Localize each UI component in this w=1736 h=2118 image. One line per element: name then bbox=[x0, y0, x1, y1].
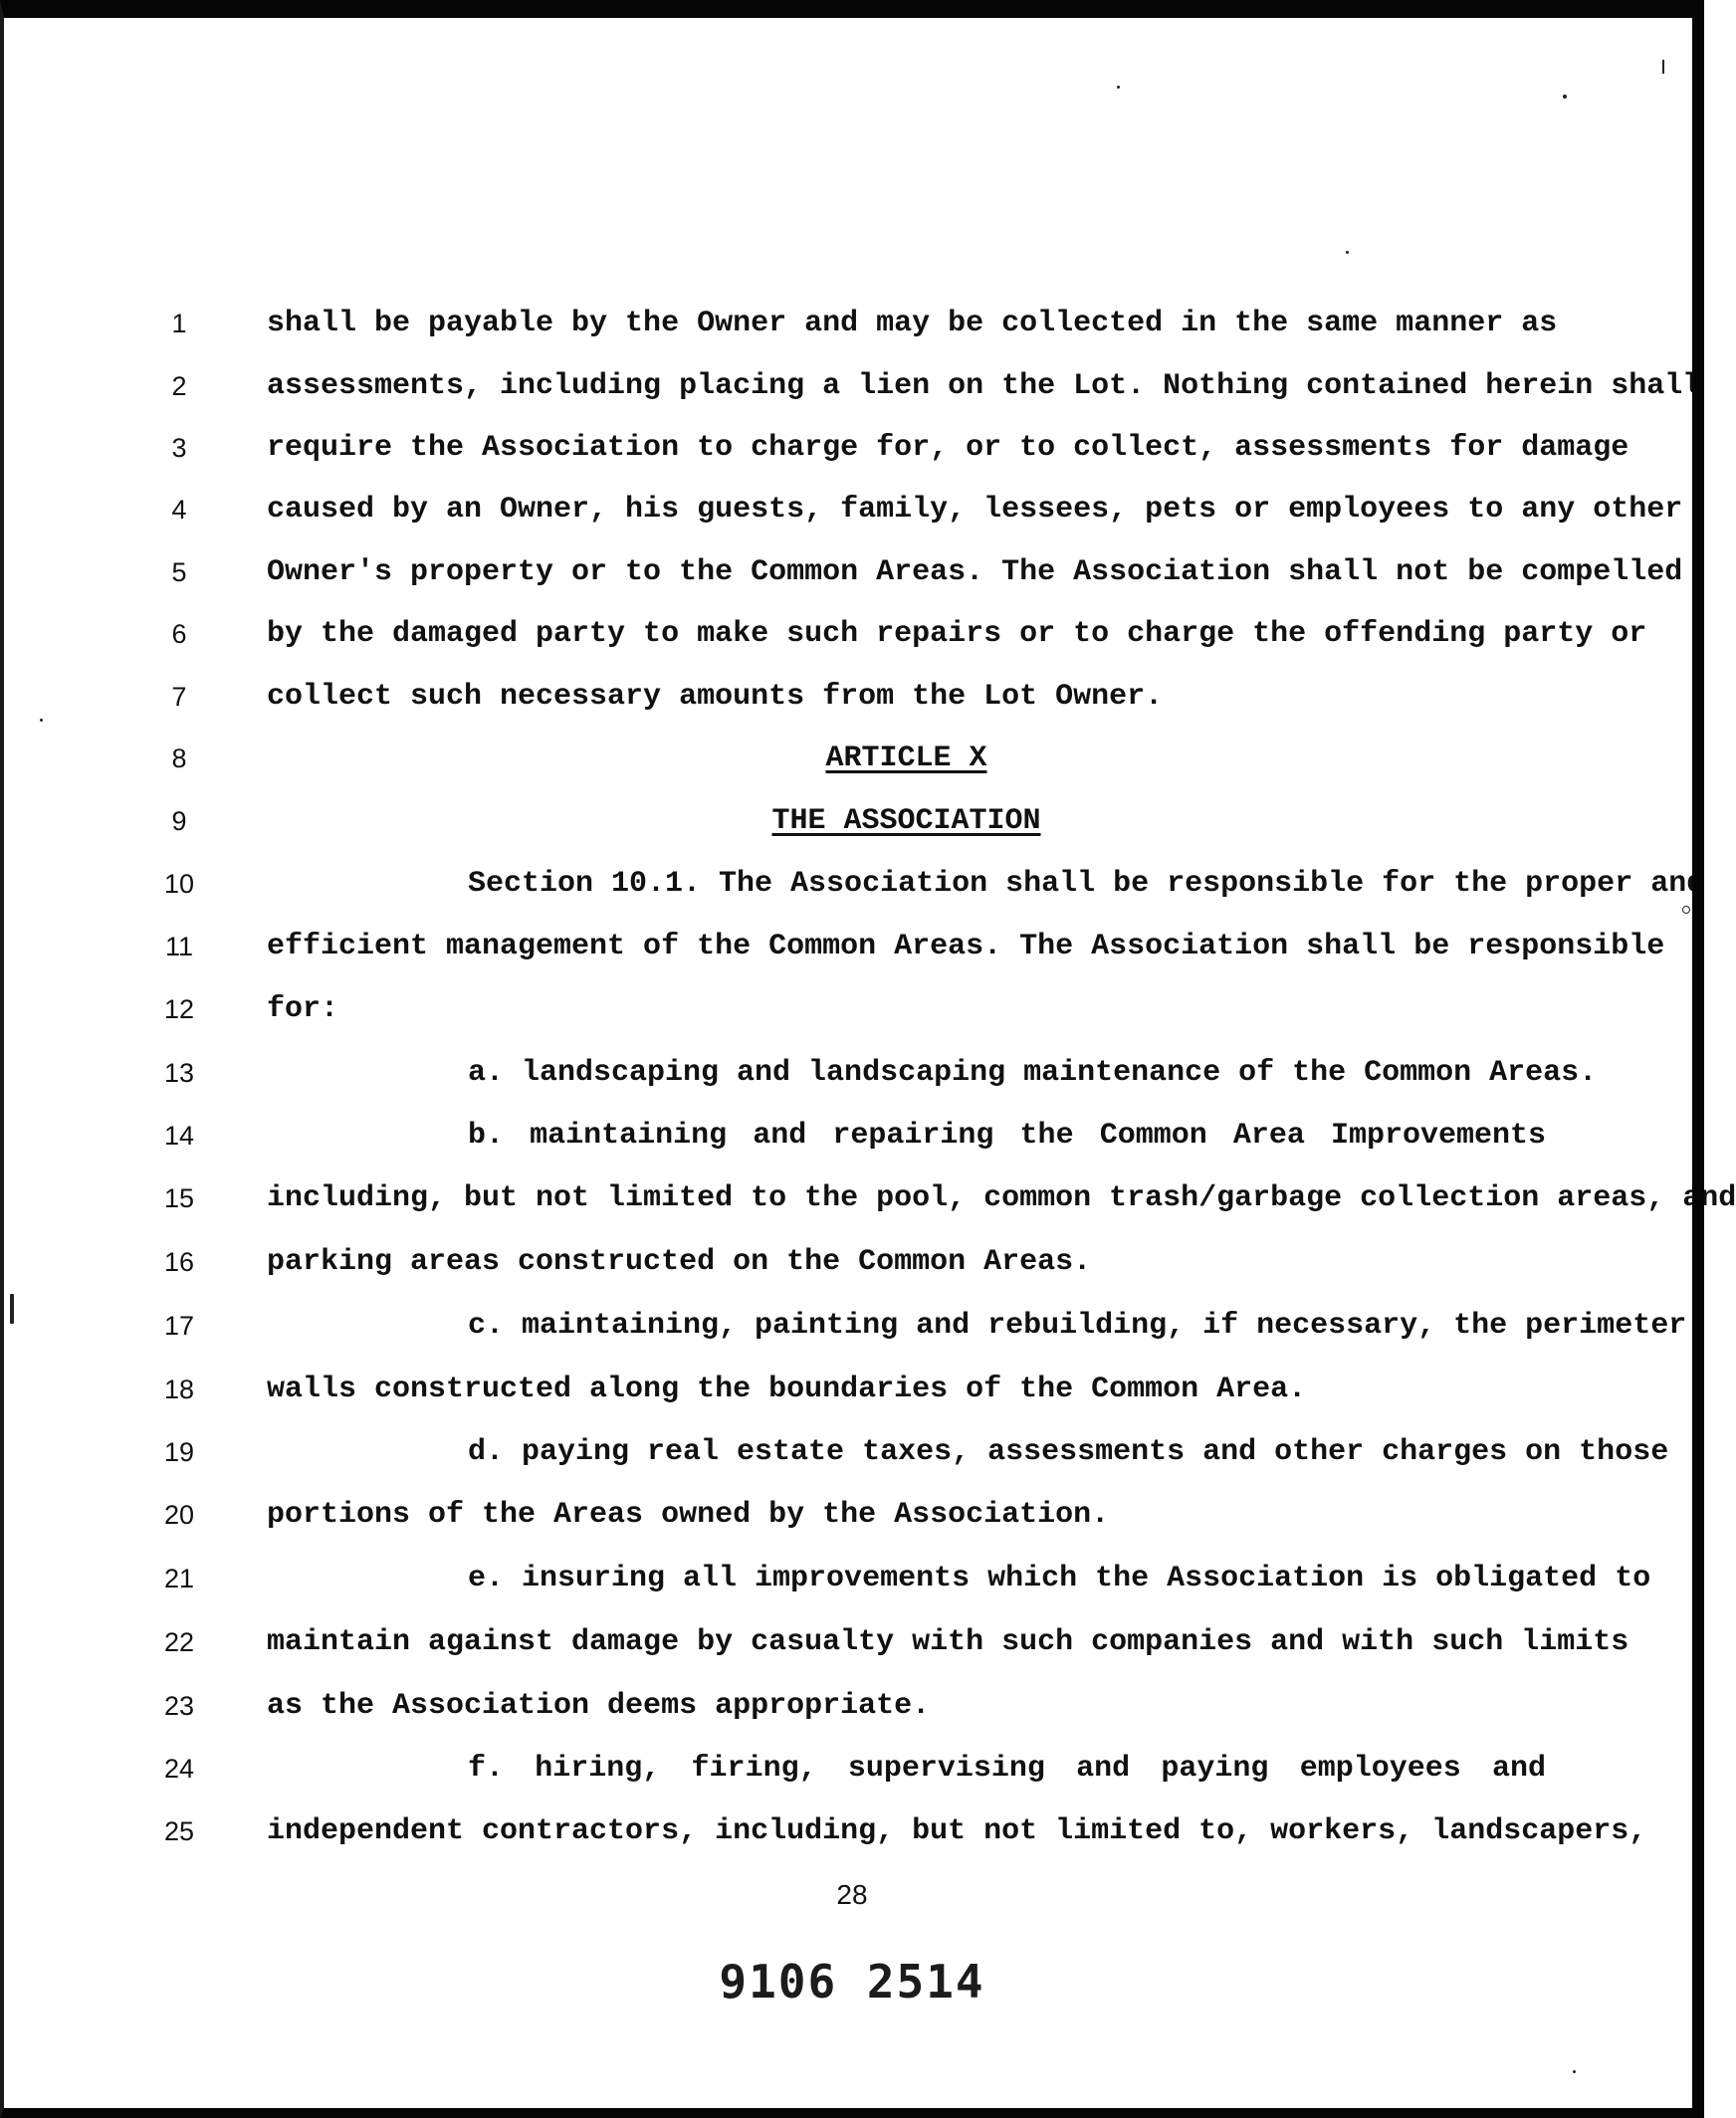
list-item-c: c. maintaining, painting and rebuilding, if necessary, the perimeter bbox=[468, 1309, 1687, 1343]
line-text: collect such necessary amounts from the Lot Owner. bbox=[267, 680, 1164, 714]
line-number: 14 bbox=[163, 1121, 195, 1151]
article-title: THE ASSOCIATION bbox=[771, 804, 1041, 838]
line-text: including, but not limited to the pool, common trash/garbage collection areas, and bbox=[267, 1181, 1736, 1215]
line-3 bbox=[0, 424, 1704, 472]
page-number: 28 bbox=[836, 1879, 868, 1910]
line-8 bbox=[0, 735, 1704, 782]
line-text: parking areas constructed on the Common Areas. bbox=[267, 1245, 1092, 1279]
line-2 bbox=[0, 362, 1704, 410]
line-number: 4 bbox=[171, 495, 187, 525]
line-number: 17 bbox=[163, 1311, 195, 1341]
line-number: 21 bbox=[163, 1564, 195, 1593]
line-20 bbox=[0, 1491, 1704, 1539]
line-16 bbox=[0, 1238, 1704, 1286]
line-number: 19 bbox=[163, 1437, 195, 1467]
list-item-f: f. hiring, firing, supervising and paying employees and bbox=[468, 1752, 1546, 1786]
line-24 bbox=[0, 1745, 1704, 1793]
line-text: caused by an Owner, his guests, family, lessees, pets or employees to any other bbox=[267, 493, 1683, 527]
line-18 bbox=[0, 1366, 1704, 1413]
line-number: 22 bbox=[163, 1627, 195, 1657]
line-number: 12 bbox=[163, 994, 195, 1024]
line-number: 9 bbox=[171, 806, 187, 836]
list-item-d: d. paying real estate taxes, assessments and other charges on those bbox=[468, 1435, 1669, 1469]
line-25 bbox=[0, 1807, 1704, 1855]
line-10 bbox=[0, 860, 1704, 908]
line-number: 6 bbox=[171, 619, 187, 649]
line-13 bbox=[0, 1049, 1704, 1097]
line-text: independent contractors, including, but not limited to, workers, landscapers, bbox=[267, 1814, 1647, 1848]
scan-speck bbox=[10, 1294, 14, 1324]
list-item-b: b. maintaining and repairing the Common Area Improvements bbox=[468, 1119, 1546, 1153]
line-number: 24 bbox=[163, 1754, 195, 1784]
line-7 bbox=[0, 673, 1704, 721]
line-number: 5 bbox=[171, 557, 187, 587]
line-text: as the Association deems appropriate. bbox=[267, 1689, 931, 1723]
line-text: shall be payable by the Owner and may be collected in the same manner as bbox=[267, 307, 1558, 340]
scan-speck bbox=[1662, 60, 1664, 74]
scan-speck bbox=[1346, 251, 1349, 254]
line-22 bbox=[0, 1618, 1704, 1666]
scan-speck bbox=[1117, 86, 1120, 89]
line-number: 25 bbox=[163, 1816, 195, 1846]
line-text: for: bbox=[267, 992, 339, 1026]
line-number: 3 bbox=[171, 433, 187, 463]
line-text: Section 10.1. The Association shall be responsible for the proper and bbox=[468, 867, 1705, 901]
line-5 bbox=[0, 548, 1704, 596]
line-15 bbox=[0, 1174, 1736, 1222]
line-number: 11 bbox=[164, 932, 194, 961]
scan-speck bbox=[1682, 906, 1690, 914]
article-heading: ARTICLE X bbox=[825, 741, 987, 775]
line-6 bbox=[0, 610, 1704, 658]
line-text: efficient management of the Common Areas. The Association shall be responsible bbox=[267, 930, 1665, 963]
line-text: require the Association to charge for, or to collect, assessments for damage bbox=[267, 431, 1629, 465]
line-9 bbox=[0, 797, 1704, 845]
scan-speck bbox=[40, 719, 43, 722]
line-number: 13 bbox=[163, 1058, 195, 1088]
line-text: walls constructed along the boundaries of the Common Area. bbox=[267, 1373, 1307, 1406]
line-19 bbox=[0, 1428, 1704, 1476]
document-stamp: 9106 2514 bbox=[719, 1955, 985, 2009]
line-12 bbox=[0, 985, 1704, 1033]
line-number: 20 bbox=[163, 1500, 195, 1530]
line-text: by the damaged party to make such repairs or to charge the offending party or bbox=[267, 617, 1647, 651]
line-1 bbox=[0, 300, 1704, 347]
scan-speck bbox=[1573, 2070, 1576, 2073]
line-number: 2 bbox=[171, 371, 187, 401]
line-11 bbox=[0, 923, 1704, 970]
line-number: 15 bbox=[163, 1183, 195, 1213]
line-text: portions of the Areas owned by the Association. bbox=[267, 1498, 1110, 1532]
line-number: 1 bbox=[171, 309, 187, 338]
list-item-e: e. insuring all improvements which the Association is obligated to bbox=[468, 1562, 1651, 1595]
line-14 bbox=[0, 1112, 1704, 1160]
line-number: 18 bbox=[163, 1375, 195, 1404]
line-17 bbox=[0, 1302, 1704, 1350]
line-4 bbox=[0, 486, 1704, 533]
line-number: 16 bbox=[163, 1247, 195, 1277]
line-number: 23 bbox=[163, 1691, 195, 1721]
list-item-a: a. landscaping and landscaping maintenance of the Common Areas. bbox=[468, 1056, 1598, 1090]
line-21 bbox=[0, 1555, 1704, 1602]
line-number: 8 bbox=[171, 743, 187, 773]
scan-speck bbox=[1563, 95, 1567, 99]
line-text: maintain against damage by casualty with such companies and with such limits bbox=[267, 1625, 1629, 1659]
line-number: 7 bbox=[171, 682, 187, 712]
line-text: Owner's property or to the Common Areas. The Association shall not be compelled bbox=[267, 555, 1683, 589]
line-number: 10 bbox=[163, 869, 195, 899]
line-23 bbox=[0, 1682, 1704, 1730]
line-text: assessments, including placing a lien on the Lot. Nothing contained herein shall bbox=[267, 369, 1701, 403]
